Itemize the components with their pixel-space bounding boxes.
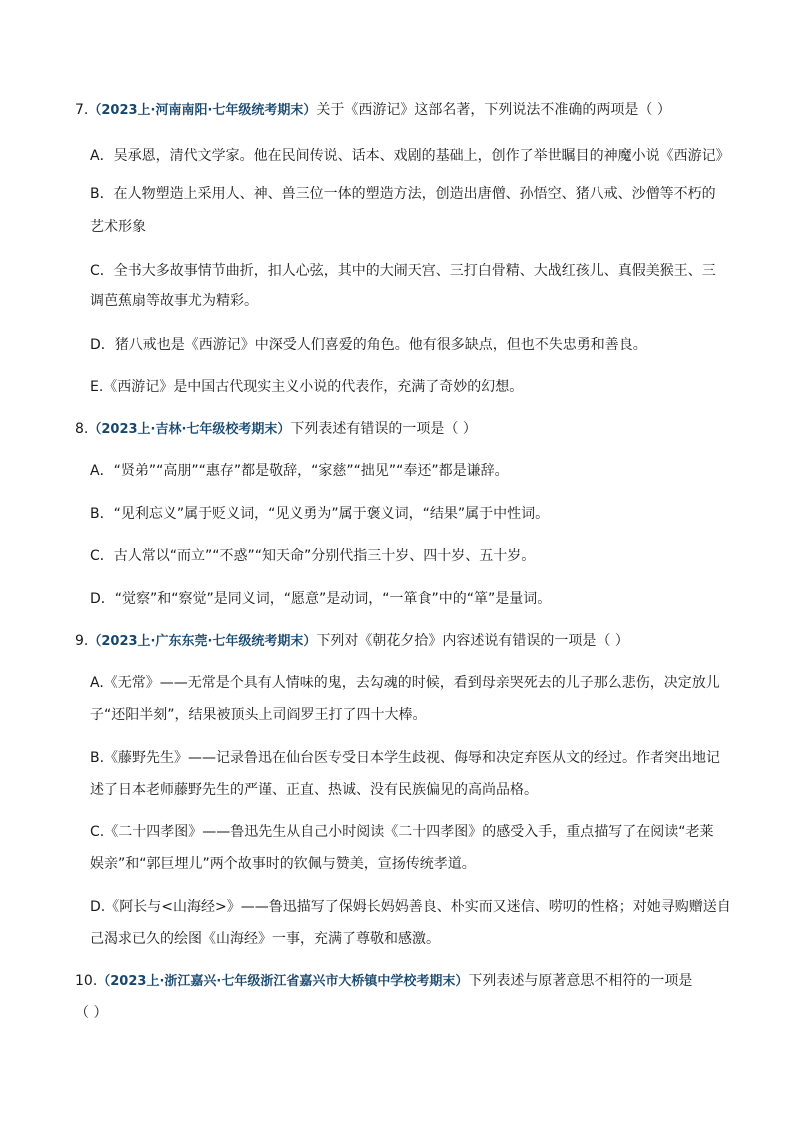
question-text: 下列对《朝花夕拾》内容述说有错误的一项是（ ） (316, 633, 629, 649)
option-a (90, 461, 730, 481)
question-source: （2023上·浙江嘉兴·七年级浙江省嘉兴市大桥镇中学校考期末） (97, 974, 469, 989)
option-text: B.《藤野先生》——记录鲁迅在仙台医专受日本学生歧视、侮辱和决定弃医从文的经过。作者突出地记 (90, 750, 721, 766)
option-c (90, 261, 730, 281)
question-text: 下列表述与原著意思不相符的一项是 (468, 973, 693, 989)
option-text: 述了日本老师藤野先生的严谨、正直、热诚、没有民族偏见的高尚品格。 (90, 782, 538, 798)
option-text: 子“还阳半刻”，结果被顶头上司阎罗王打了四十大棒。 (90, 707, 427, 723)
option-text: C．全书大多故事情节曲折，扣人心弦，其中的大闹天宫、三打白骨精、大战红孩儿、真假美猴王、三 (90, 263, 716, 279)
question-8-stem (75, 419, 725, 440)
question-9-stem (75, 631, 725, 652)
question-source: （2023上·吉林·七年级校考期末） (88, 422, 291, 437)
option-text: 艺术形象 (90, 219, 146, 235)
option-text: B．“见利忘义”属于贬义词，“见义勇为”属于褒义词，“结果”属于中性词。 (90, 506, 550, 522)
option-d (90, 589, 730, 609)
question-source: （2023上·广东东莞·七年级统考期末） (88, 634, 317, 649)
option-c (90, 822, 730, 842)
option-text: E.《西游记》是中国古代现实主义小说的代表作，充满了奇妙的幻想。 (90, 379, 524, 395)
answer-bracket: （ ） (75, 1005, 108, 1021)
option-text: 娱亲”和“郭巨埋儿”两个故事时的钦佩与赞美，宣扬传统孝道。 (90, 856, 476, 872)
option-a (90, 673, 730, 693)
question-10-stem-continued (75, 1003, 725, 1023)
option-c-continued (90, 854, 730, 874)
option-text: D.《阿长与<山海经>》——鲁迅描写了保姆长妈妈善良、朴实而又迷信、唠叨的性格；对她寻购赠送自 (90, 899, 731, 915)
option-d-continued (90, 929, 730, 949)
option-text: A．“贤弟”“高朋”“惠存”都是敬辞，“家慈”“拙见”“奉还”都是谦辞。 (90, 463, 509, 479)
option-b-continued (90, 780, 730, 800)
question-number: 8. (75, 421, 89, 437)
question-10-stem (75, 971, 725, 992)
option-b (90, 748, 730, 768)
option-text: 己渴求已久的绘图《山海经》一事，充满了尊敬和感激。 (90, 931, 440, 947)
option-a-continued (90, 705, 730, 725)
option-text: D．猪八戒也是《西游记》中深受人们喜爱的角色。他有很多缺点，但也不失忠勇和善良。 (90, 337, 647, 353)
option-text: B．在人物塑造上采用人、神、兽三位一体的塑造方法，创造出唐僧、孙悟空、猪八戒、沙僧等不朽的 (90, 186, 716, 202)
question-text: 关于《西游记》这部名著，下列说法不准确的两项是（ ） (316, 102, 671, 118)
option-e (90, 377, 730, 397)
option-text: C．古人常以“而立”“不惑”“知天命”分别代指三十岁、四十岁、五十岁。 (90, 548, 536, 564)
option-text: A.《无常》——无常是个具有人情味的鬼，去勾魂的时候，看到母亲哭死去的儿子那么悲伤，决定放儿 (90, 675, 720, 691)
option-text: C.《二十四孝图》——鲁迅先生从自己小时阅读《二十四孝图》的感受入手，重点描写了在阅读“老莱 (90, 824, 714, 840)
option-c (90, 546, 730, 566)
question-number: 10. (75, 973, 98, 989)
question-number: 9. (75, 633, 89, 649)
option-d (90, 897, 730, 917)
question-number: 7. (75, 102, 89, 118)
question-text: 下列表述有错误的一项是（ ） (290, 421, 477, 437)
question-source: （2023上·河南南阳·七年级统考期末） (88, 103, 317, 118)
option-text: D．“觉察”和“察觉”是同义词，“愿意”是动词，“一箪食”中的“箪”是量词。 (90, 591, 552, 607)
option-text: 调芭蕉扇等故事尤为精彩。 (90, 293, 258, 309)
option-c-continued (90, 291, 730, 311)
option-d (90, 335, 730, 355)
question-7-stem (75, 100, 725, 121)
option-a (90, 146, 730, 166)
option-b-continued (90, 217, 730, 237)
option-b (90, 184, 730, 204)
option-text: A．吴承恩，清代文学家。他在民间传说、话本、戏剧的基础上，创作了举世瞩目的神魔小说《西游记》 (90, 148, 730, 164)
option-b (90, 504, 730, 524)
